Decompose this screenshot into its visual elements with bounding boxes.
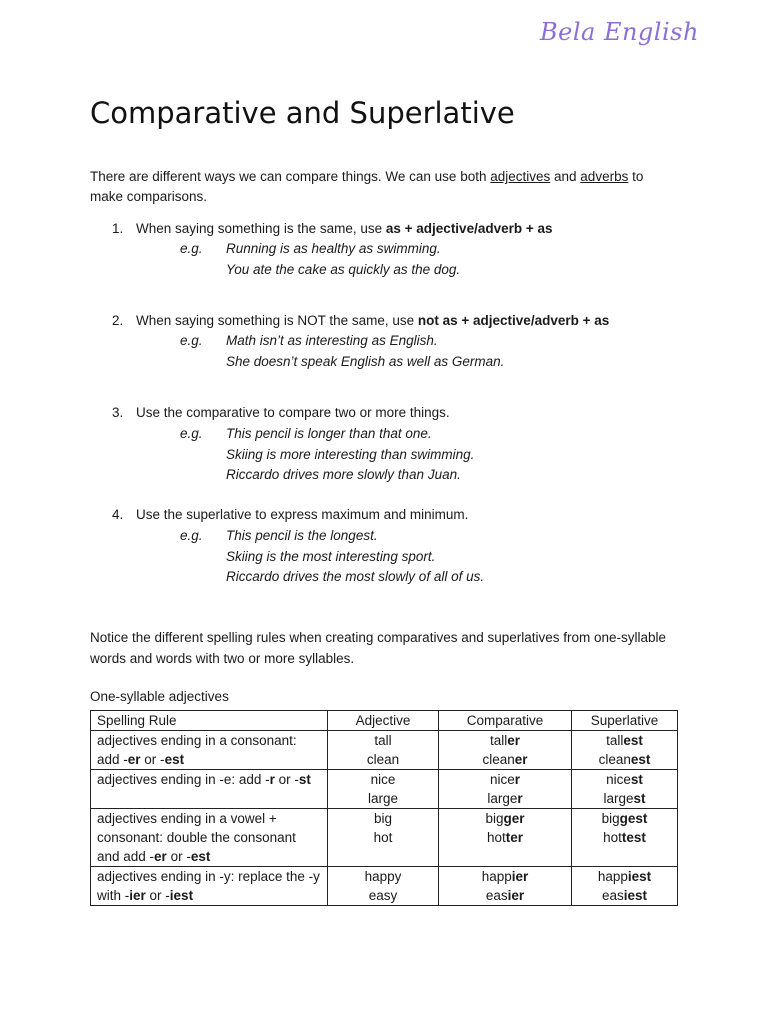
text-run: hot	[603, 830, 622, 845]
table-row	[91, 731, 678, 770]
text-run: adjectives ending in a consonant: add -	[97, 733, 297, 767]
rule-examples	[180, 424, 474, 486]
text-run: happ	[481, 869, 512, 884]
example-sentence: Math isn’t as interesting as English.	[226, 333, 438, 348]
spelling-rules-table	[90, 710, 678, 906]
bold-suffix: st	[633, 791, 646, 806]
adjective-word: easy	[368, 888, 398, 903]
cell-spelling-rule	[91, 731, 328, 770]
cell-superlative	[572, 867, 678, 906]
example-sentence: Skiing is the most interesting sport.	[226, 548, 436, 564]
cell-spelling-rule	[91, 770, 328, 809]
text-run: adjectives ending in a vowel + consonant: double the consonant and add -	[97, 811, 296, 864]
cell-adjective	[328, 731, 439, 770]
comparative-word	[445, 770, 565, 789]
bold-suffix: iest	[627, 869, 652, 884]
rule-number: 1.	[112, 221, 124, 236]
text-run: big	[485, 811, 504, 826]
example-sentence: Skiing is more interesting than swimming.	[226, 446, 475, 462]
example-sentence: Running is as healthy as swimming.	[226, 241, 441, 256]
bold-suffix: r	[269, 772, 275, 787]
rule-item	[112, 311, 609, 332]
text-run: large	[487, 791, 518, 806]
text-run: happ	[597, 869, 628, 884]
cell-comparative	[439, 731, 572, 770]
rule-examples	[180, 526, 484, 588]
comparative-word	[445, 731, 565, 750]
text-run: adjectives ending in -e: add -	[97, 772, 270, 787]
comparative-word	[445, 809, 565, 828]
example-sentence: Riccardo drives more slowly than Juan.	[226, 467, 461, 482]
bold-suffix: er	[154, 849, 167, 864]
bold-suffix: er	[127, 752, 141, 767]
cell-spelling-rule	[91, 867, 328, 906]
superlative-word	[578, 789, 671, 808]
eg-label: e.g.	[180, 333, 203, 348]
text-run: eas	[485, 888, 508, 903]
adjective-word: large	[367, 791, 399, 806]
header-adjective: Adjective	[328, 711, 439, 731]
rule-number: 4.	[112, 507, 124, 522]
cell-adjective	[328, 770, 439, 809]
superlative-word	[578, 867, 671, 886]
notice-paragraph: Notice the different spelling rules when creating comparatives and superlatives from one-syllable words and words with two or more syllables.	[90, 630, 667, 666]
comparative-word	[445, 867, 565, 886]
example-sentence: This pencil is the longest.	[226, 528, 378, 543]
bold-suffix: st	[298, 772, 311, 787]
example-sentence: Riccardo drives the most slowly of all of us.	[226, 569, 485, 584]
rule-formula: not as + adjective/adverb + as	[417, 313, 610, 328]
text-run: big	[601, 811, 620, 826]
rule-number: 3.	[112, 405, 124, 420]
bold-suffix: st	[630, 772, 643, 787]
intro-text: There are different ways we can compare things. We can use both	[90, 169, 491, 184]
adjective-word: nice	[370, 772, 396, 787]
rule-text: Use the comparative to compare two or more things.	[136, 405, 450, 420]
text-run: clean	[482, 752, 515, 767]
superlative-word	[578, 886, 671, 905]
rule-examples	[180, 331, 504, 372]
rule-item	[112, 403, 450, 424]
text-run: or -	[274, 772, 299, 787]
bold-suffix: er	[507, 733, 521, 748]
intro-text: to make comparisons.	[90, 169, 644, 204]
comparative-word	[445, 886, 565, 905]
adverbs-link[interactable]: adverbs	[580, 169, 629, 184]
cell-adjective	[328, 809, 439, 867]
example-sentence: This pencil is longer than that one.	[226, 426, 432, 441]
adjective-word: tall	[374, 733, 392, 748]
comparative-word	[445, 789, 565, 808]
text-run: or -	[140, 752, 165, 767]
comparative-word	[445, 828, 565, 847]
superlative-word	[578, 809, 671, 828]
table-row	[91, 809, 678, 867]
table-row	[91, 867, 678, 906]
text-run: nice	[606, 772, 631, 787]
adjective-word: hot	[373, 830, 393, 845]
text-run: hot	[486, 830, 506, 845]
cell-comparative	[439, 770, 572, 809]
example-sentence: She doesn’t speak English as well as German.	[226, 353, 505, 369]
bold-suffix: ger	[503, 811, 525, 826]
text-run: adjectives ending in -y: replace the -y with -	[97, 869, 320, 903]
bold-suffix: iest	[169, 888, 194, 903]
cell-superlative	[572, 809, 678, 867]
table-header-row	[91, 711, 678, 731]
eg-label: e.g.	[180, 241, 203, 256]
table-row	[91, 770, 678, 809]
text-run: nice	[489, 772, 515, 787]
bold-suffix: r	[514, 772, 521, 787]
cell-adjective	[328, 867, 439, 906]
cell-spelling-rule	[91, 809, 328, 867]
superlative-word	[578, 731, 671, 750]
text-run: clean	[598, 752, 631, 767]
comparative-word	[445, 750, 565, 769]
bold-suffix: ier	[507, 888, 525, 903]
text-run: tall	[489, 733, 508, 748]
superlative-word	[578, 828, 671, 847]
rule-item	[112, 505, 468, 526]
intro-text: and	[550, 169, 581, 184]
bold-suffix: ier	[129, 888, 146, 903]
rule-text: When saying something is the same, use	[136, 221, 386, 236]
superlative-word	[578, 750, 671, 769]
cell-superlative	[572, 770, 678, 809]
example-sentence: You ate the cake as quickly as the dog.	[226, 261, 461, 277]
adjective-word: big	[373, 811, 392, 826]
rule-examples	[180, 239, 460, 280]
text-run: eas	[601, 888, 624, 903]
text-run: or -	[145, 888, 170, 903]
header-spelling-rule: Spelling Rule	[91, 711, 328, 731]
eg-label: e.g.	[180, 528, 203, 543]
brand-logo: Bela English	[540, 18, 699, 46]
adjective-word: happy	[364, 869, 402, 884]
rule-text: When saying something is NOT the same, use	[136, 313, 418, 328]
rule-text: Use the superlative to express maximum and minimum.	[136, 507, 469, 522]
text-run: or -	[166, 849, 191, 864]
bold-suffix: est	[630, 752, 651, 767]
bold-suffix: est	[623, 733, 643, 748]
bold-suffix: ier	[511, 869, 529, 884]
cell-superlative	[572, 731, 678, 770]
header-comparative: Comparative	[439, 711, 572, 731]
superlative-word	[578, 770, 671, 789]
eg-label: e.g.	[180, 426, 203, 441]
cell-comparative	[439, 809, 572, 867]
bold-suffix: er	[514, 752, 528, 767]
page-title: Comparative and Superlative	[90, 96, 515, 130]
bold-suffix: test	[621, 830, 646, 845]
header-superlative: Superlative	[572, 711, 678, 731]
text-run: tall	[606, 733, 624, 748]
rule-number: 2.	[112, 313, 124, 328]
intro-paragraph	[90, 167, 670, 207]
adjective-word: clean	[366, 752, 400, 767]
bold-suffix: gest	[619, 811, 648, 826]
bold-suffix: est	[164, 752, 185, 767]
adjectives-link[interactable]: adjectives	[490, 169, 551, 184]
bold-suffix: est	[190, 849, 211, 864]
rule-formula: as + adjective/adverb + as	[385, 221, 553, 236]
bold-suffix: iest	[623, 888, 648, 903]
text-run: large	[603, 791, 634, 806]
bold-suffix: ter	[505, 830, 524, 845]
rule-item	[112, 219, 553, 240]
cell-comparative	[439, 867, 572, 906]
table-caption: One-syllable adjectives	[90, 689, 229, 704]
bold-suffix: r	[517, 791, 523, 806]
